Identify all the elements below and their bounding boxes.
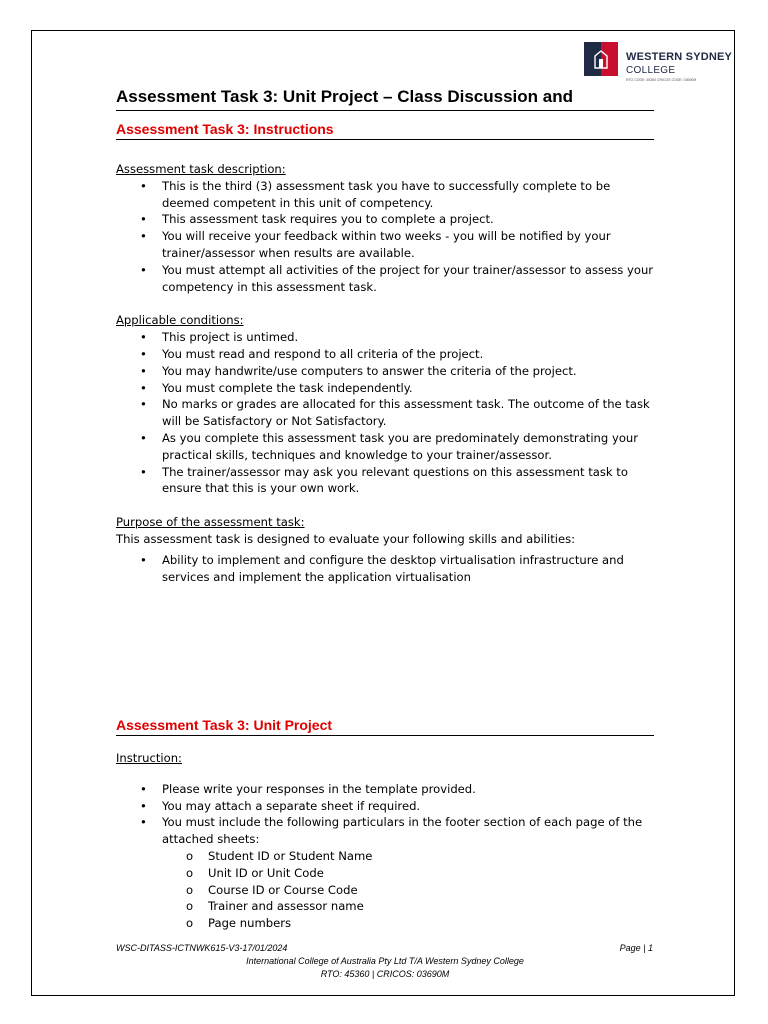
footer-doc-code: WSC-DITASS-ICTNWK615-V3-17/01/2024: [116, 943, 288, 953]
particulars-list: [116, 848, 661, 932]
list-item: o Trainer and assessor name: [116, 898, 661, 915]
list-item: • This project is untimed.: [116, 329, 661, 346]
footer-page-number: Page | 1: [619, 943, 653, 953]
purpose-intro: This assessment task is designed to evaluate your following skills and abilities:: [116, 531, 576, 546]
list-item: • This is the third (3) assessment task you have to successfully complete to be deemed competent in this unit of competency.: [116, 178, 661, 212]
description-heading: Assessment task description:: [116, 162, 286, 176]
list-item: • You may attach a separate sheet if required.: [116, 798, 661, 815]
conditions-heading: Applicable conditions:: [116, 313, 244, 328]
conditions-list: [116, 329, 661, 497]
list-item: • The trainer/assessor may ask you relevant questions on this assessment task to ensure that this is your own work.: [116, 464, 661, 498]
list-item: • You must read and respond to all criteria of the project.: [116, 346, 661, 363]
list-item: • This assessment task requires you to complete a project.: [116, 211, 661, 228]
list-item: o Course ID or Course Code: [116, 882, 661, 899]
list-item: • Please write your responses in the template provided.: [116, 781, 661, 798]
list-item: • You must include the following particulars in the footer section of each page of the attached sheets:: [116, 814, 661, 848]
instructions-heading: Assessment Task 3: Instructions: [116, 120, 654, 140]
list-item: o Unit ID or Unit Code: [116, 865, 661, 882]
list-item: • You may handwrite/use computers to answer the criteria of the project.: [116, 363, 661, 380]
list-item: o Student ID or Student Name: [116, 848, 661, 865]
list-item: • As you complete this assessment task you are predominately demonstrating your practical skills, techniques and knowledge to your trainer/assessor.: [116, 430, 661, 464]
logo-codes: RTO CODE: 45360 CRICOS CODE: 03690M: [626, 78, 697, 82]
college-crest-icon: [584, 42, 618, 76]
instructions-body: [116, 161, 661, 585]
instruction-list: [116, 781, 661, 848]
list-item: • Ability to implement and configure the desktop virtualisation infrastructure and services and implement the application virtualisation: [116, 552, 661, 586]
logo-name-line2: COLLEGE: [626, 65, 676, 76]
unit-project-body: [116, 750, 661, 932]
list-item: • You must complete the task independently.: [116, 380, 661, 397]
unit-project-heading: Assessment Task 3: Unit Project: [116, 716, 654, 736]
description-list: [116, 178, 661, 296]
purpose-list: [116, 552, 661, 586]
document-title: Assessment Task 3: Unit Project – Class Discussion and: [116, 86, 654, 111]
list-item: • No marks or grades are allocated for this assessment task. The outcome of the task will be Satisfactory or Not Satisfactory.: [116, 396, 661, 430]
list-item: • You will receive your feedback within two weeks - you will be notified by your trainer/assessor when results are available.: [116, 228, 661, 262]
college-logo: [584, 42, 744, 82]
purpose-heading: Purpose of the assessment task:: [116, 515, 305, 530]
list-item: • You must attempt all activities of the project for your trainer/assessor to assess your competency in this assessment task.: [116, 262, 661, 296]
instruction-heading: Instruction:: [116, 751, 182, 765]
footer-codes: RTO: 45360 | CRICOS: 03690M: [320, 969, 450, 979]
list-item: o Page numbers: [116, 915, 661, 932]
footer-company: International College of Australia Pty Ltd T/A Western Sydney College: [246, 956, 524, 966]
logo-name-line1: WESTERN SYDNEY: [626, 51, 733, 63]
